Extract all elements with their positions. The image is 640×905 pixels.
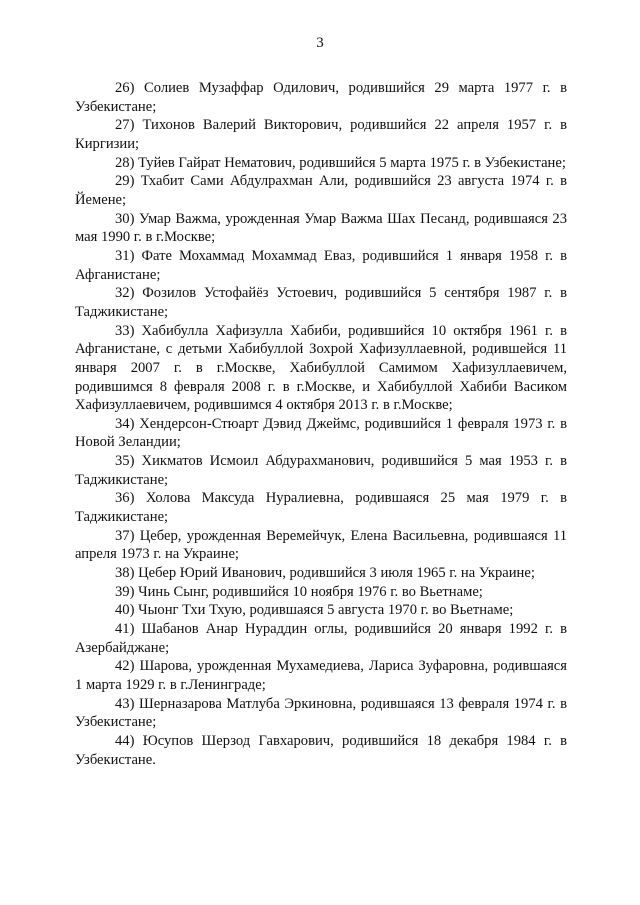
list-item: 38) Цебер Юрий Иванович, родившийся 3 июля 1965 г. на Украине; — [115, 565, 535, 582]
list-item: 27) Тихонов Валерий Викторович, родившийся 22 апреля 1957 г. в Киргизии; — [75, 117, 567, 152]
list-item: 30) Умар Важма, урожденная Умар Важма Шах Песанд, родившаяся 23 мая 1990 г. в г.Москве; — [75, 210, 567, 246]
page-number: 3 — [316, 35, 324, 51]
list-item: 26) Солиев Музаффар Одилович, родившийся 29 марта 1977 г. в Узбекистане; — [75, 80, 567, 115]
list-item: 42) Шарова, урожденная Мухамедиева, Лариса Зуфаровна, родившаяся 1 марта 1929 г. в г.Ленинграде; — [75, 658, 567, 693]
list-item: 31) Фате Мохаммад Мохаммад Еваз, родившийся 1 января 1958 г. в Афганистане; — [75, 247, 567, 283]
list-item: 44) Юсупов Шерзод Гавхарович, родившийся 18 декабря 1984 г. в Узбекистане. — [75, 732, 567, 768]
decree-list — [75, 79, 567, 769]
list-item: 41) Шабанов Анар Нураддин оглы, родившийся 20 января 1992 г. в Азербайджане; — [75, 621, 567, 656]
list-item: 33) Хабибулла Хафизулла Хабиби, родившийся 10 октября 1961 г. в Афганистане, с детьми Хабибуллой Зохрой Хафизуллаевной, родившейся 11 января 2007 г. в г.Москве, Хабибуллой Самимом Хафизуллаевичем, родившимся 8 февраля 2008 г. в г.Москве, и Хабибуллой Хабиби Васиком Хафизуллаевичем, родившимся 4 октября 2013 г. в г.Москве; — [75, 322, 567, 414]
list-item: 32) Фозилов Устофайёз Устоевич, родившийся 5 сентября 1987 г. в Таджикистане; — [75, 285, 567, 320]
list-item: 28) Туйев Гайрат Нематович, родившийся 5 марта 1975 г. в Узбекистане; — [115, 154, 566, 171]
list-item: 39) Чинь Сынг, родившийся 10 ноября 1976 г. во Вьетнаме; — [115, 583, 483, 600]
list-item: 43) Шерназарова Матлуба Эркиновна, родившаяся 13 февраля 1974 г. в Узбекистане; — [75, 695, 567, 731]
list-item: 37) Цебер, урожденная Веремейчук, Елена Васильевна, родившаяся 11 апреля 1973 г. на Украине; — [75, 527, 567, 563]
list-item: 34) Хендерсон-Стюарт Дэвид Джеймс, родившийся 1 февраля 1973 г. в Новой Зеландии; — [75, 415, 567, 451]
list-item: 35) Хикматов Исмоил Абдурахманович, родившийся 5 мая 1953 г. в Таджикистане; — [75, 453, 567, 488]
list-item: 29) Тхабит Сами Абдулрахман Али, родившийся 23 августа 1974 г. в Йемене; — [75, 173, 567, 208]
list-item: 36) Холова Максуда Нуралиевна, родившаяся 25 мая 1979 г. в Таджикистане; — [75, 490, 567, 526]
list-item: 40) Чыонг Тхи Тхую, родившаяся 5 августа 1970 г. во Вьетнаме; — [115, 602, 514, 619]
